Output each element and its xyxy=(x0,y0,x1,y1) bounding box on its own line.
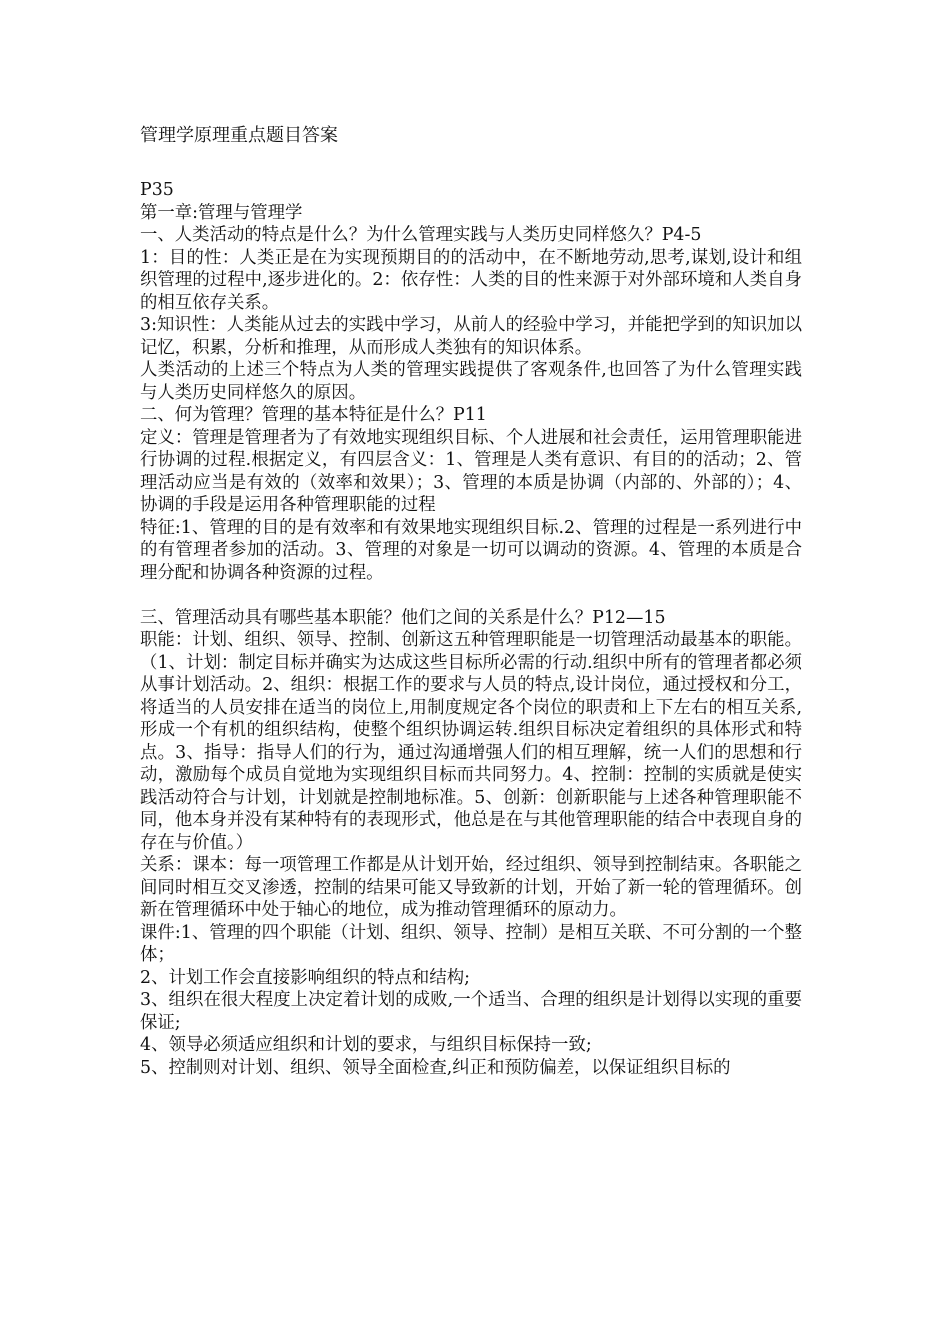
list-item: 3、组织在很大程度上决定着计划的成败,一个适当、合理的组织是计划得以实现的重要保证; xyxy=(140,990,802,1033)
list-item: 5、控制则对计划、组织、领导全面检查,纠正和预防偏差，以保证组织目标的 xyxy=(140,1057,731,1078)
list-item: 4、领导必须适应组织和计划的要求，与组织目标保持一致; xyxy=(140,1035,592,1055)
page-reference: P35 xyxy=(140,180,174,200)
document-title: 管理学原理重点题目答案 xyxy=(140,125,338,146)
document-body xyxy=(140,179,802,1079)
answer-paragraph: 3:知识性：人类能从过去的实践中学习，从前人的经验中学习，并能把学到的知识加以记忆，积累，分析和推理，从而形成人类独有的知识体系。 xyxy=(140,315,802,358)
document-page xyxy=(140,0,815,1344)
answer-paragraph: 定义：管理是管理者为了有效地实现组织目标、个人进展和社会责任，运用管理职能进行协调的过程.根据定义，有四层含义：1、管理是人类有意识、有目的的活动；2、管理活动应当是有效的（效率和效果）；3、管理的本质是协调（内部的、外部的）；4、协调的手段是运用各种管理职能的过程 xyxy=(140,427,802,515)
answer-paragraph: 特征:1、管理的目的是有效率和有效果地实现组织目标.2、管理的过程是一系列进行中的有管理者参加的活动。3、管理的对象是一切可以调动的资源。4、管理的本质是合理分配和协调各种资源的过程。 xyxy=(140,517,802,583)
answer-paragraph: 职能：计划、组织、领导、控制、创新这五种管理职能是一切管理活动最基本的职能。（1、计划：制定目标并确实为达成这些目标所必需的行动.组织中所有的管理者都必须从事计划活动。2、组织：根据工作的要求与人员的特点,设计岗位，通过授权和分工，将适当的人员安排在适当的岗位上,用制度规定各个岗位的职责和上下左右的相互关系,形成一个有机的组织结构，使整个组织协调运转.组织目标决定着组织的具体形式和特点。3、指导：指导人们的行为，通过沟通增强人们的相互理解，统一人们的思想和行动，激励每个成员自觉地为实现组织目标而共同努力。4、控制：控制的实质就是使实践活动符合与计划，计划就是控制地标准。5、创新：创新职能与上述各种管理职能不同，他本身并没有某种特有的表现形式，他总是在与其他管理职能的结合中表现自身的存在与价值。） xyxy=(140,630,802,853)
list-item: 2、计划工作会直接影响组织的特点和结构; xyxy=(140,967,470,988)
question-heading-1: 一、人类活动的特点是什么？为什么管理实践与人类历史同样悠久？P4-5 xyxy=(140,225,702,245)
answer-paragraph: 关系：课本：每一项管理工作都是从计划开始，经过组织、领导到控制结束。各职能之间同时相互交叉渗透，控制的结果可能又导致新的计划，开始了新一轮的管理循环。创新在管理循环中处于轴心的地位，成为推动管理循环的原动力。 xyxy=(140,855,802,920)
answer-paragraph: 课件:1、管理的四个职能（计划、组织、领导、控制）是相互关联、不可分割的一个整体； xyxy=(140,922,802,965)
answer-paragraph: 1：目的性：人类正是在为实现预期目的的活动中，在不断地劳动,思考,谋划,设计和组织管理的过程中,逐步进化的。2：依存性：人类的目的性来源于对外部环境和人类自身的相互依存关系。 xyxy=(140,247,802,313)
question-heading-2: 二、何为管理？管理的基本特征是什么？P11 xyxy=(140,405,487,425)
answer-paragraph: 人类活动的上述三个特点为人类的管理实践提供了客观条件,也回答了为什么管理实践与人类历史同样悠久的原因。 xyxy=(140,360,802,403)
question-heading-3: 三、管理活动具有哪些基本职能？他们之间的关系是什么？P12—15 xyxy=(140,607,666,628)
chapter-heading: 第一章:管理与管理学 xyxy=(140,202,303,223)
blank-line xyxy=(140,584,802,607)
